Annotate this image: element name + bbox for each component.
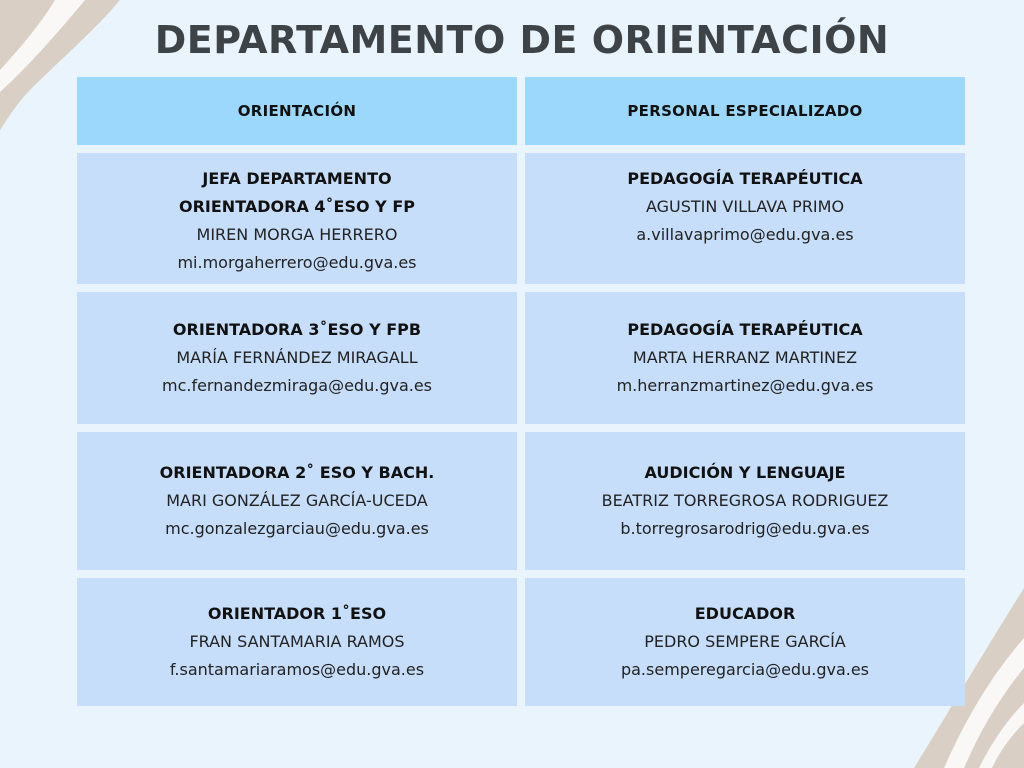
- staff-card: [77, 432, 517, 570]
- staff-name: MARI GONZÁLEZ GARCÍA-UCEDA: [166, 491, 428, 510]
- staff-name: MARTA HERRANZ MARTINEZ: [632, 348, 858, 367]
- staff-table: [77, 77, 965, 706]
- staff-card: [525, 153, 965, 284]
- staff-name: MIREN MORGA HERRERO: [196, 225, 398, 244]
- staff-role: ORIENTADORA 4˚ESO Y FP: [179, 197, 415, 216]
- staff-role: ORIENTADORA 3˚ESO Y FPB: [172, 320, 422, 339]
- page-title: DEPARTAMENTO DE ORIENTACIÓN: [154, 18, 890, 62]
- staff-role: ORIENTADOR 1˚ESO: [207, 604, 387, 623]
- staff-card: [525, 578, 965, 706]
- staff-email[interactable]: pa.semperegarcia@edu.gva.es: [620, 660, 870, 679]
- staff-role: PEDAGOGÍA TERAPÉUTICA: [627, 169, 863, 188]
- staff-role: EDUCADOR: [694, 604, 796, 623]
- column-header-orientacion: ORIENTACIÓN: [77, 77, 517, 145]
- staff-email[interactable]: b.torregrosarodrig@edu.gva.es: [620, 519, 870, 538]
- staff-role: ORIENTADORA 2˚ ESO Y BACH.: [159, 463, 435, 482]
- staff-name: BEATRIZ TORREGROSA RODRIGUEZ: [601, 491, 889, 510]
- staff-name: FRAN SANTAMARIA RAMOS: [189, 632, 405, 651]
- staff-email[interactable]: m.herranzmartinez@edu.gva.es: [616, 376, 874, 395]
- staff-role: JEFA DEPARTAMENTO: [202, 169, 392, 188]
- staff-name: PEDRO SEMPERE GARCÍA: [644, 632, 846, 651]
- staff-card: [77, 292, 517, 424]
- staff-name: AGUSTIN VILLAVA PRIMO: [645, 197, 845, 216]
- staff-card: [525, 432, 965, 570]
- staff-role: AUDICIÓN Y LENGUAJE: [644, 463, 846, 482]
- staff-role: PEDAGOGÍA TERAPÉUTICA: [627, 320, 863, 339]
- staff-email[interactable]: mi.morgaherrero@edu.gva.es: [177, 253, 417, 272]
- staff-card: [77, 153, 517, 284]
- staff-name: MARÍA FERNÁNDEZ MIRAGALL: [176, 348, 418, 367]
- staff-card: [77, 578, 517, 706]
- staff-card: [525, 292, 965, 424]
- staff-email[interactable]: mc.gonzalezgarciau@edu.gva.es: [165, 519, 429, 538]
- column-header-personal-especializado: PERSONAL ESPECIALIZADO: [525, 77, 965, 145]
- staff-email[interactable]: mc.fernandezmiraga@edu.gva.es: [161, 376, 433, 395]
- staff-email[interactable]: f.santamariaramos@edu.gva.es: [169, 660, 425, 679]
- staff-email[interactable]: a.villavaprimo@edu.gva.es: [636, 225, 854, 244]
